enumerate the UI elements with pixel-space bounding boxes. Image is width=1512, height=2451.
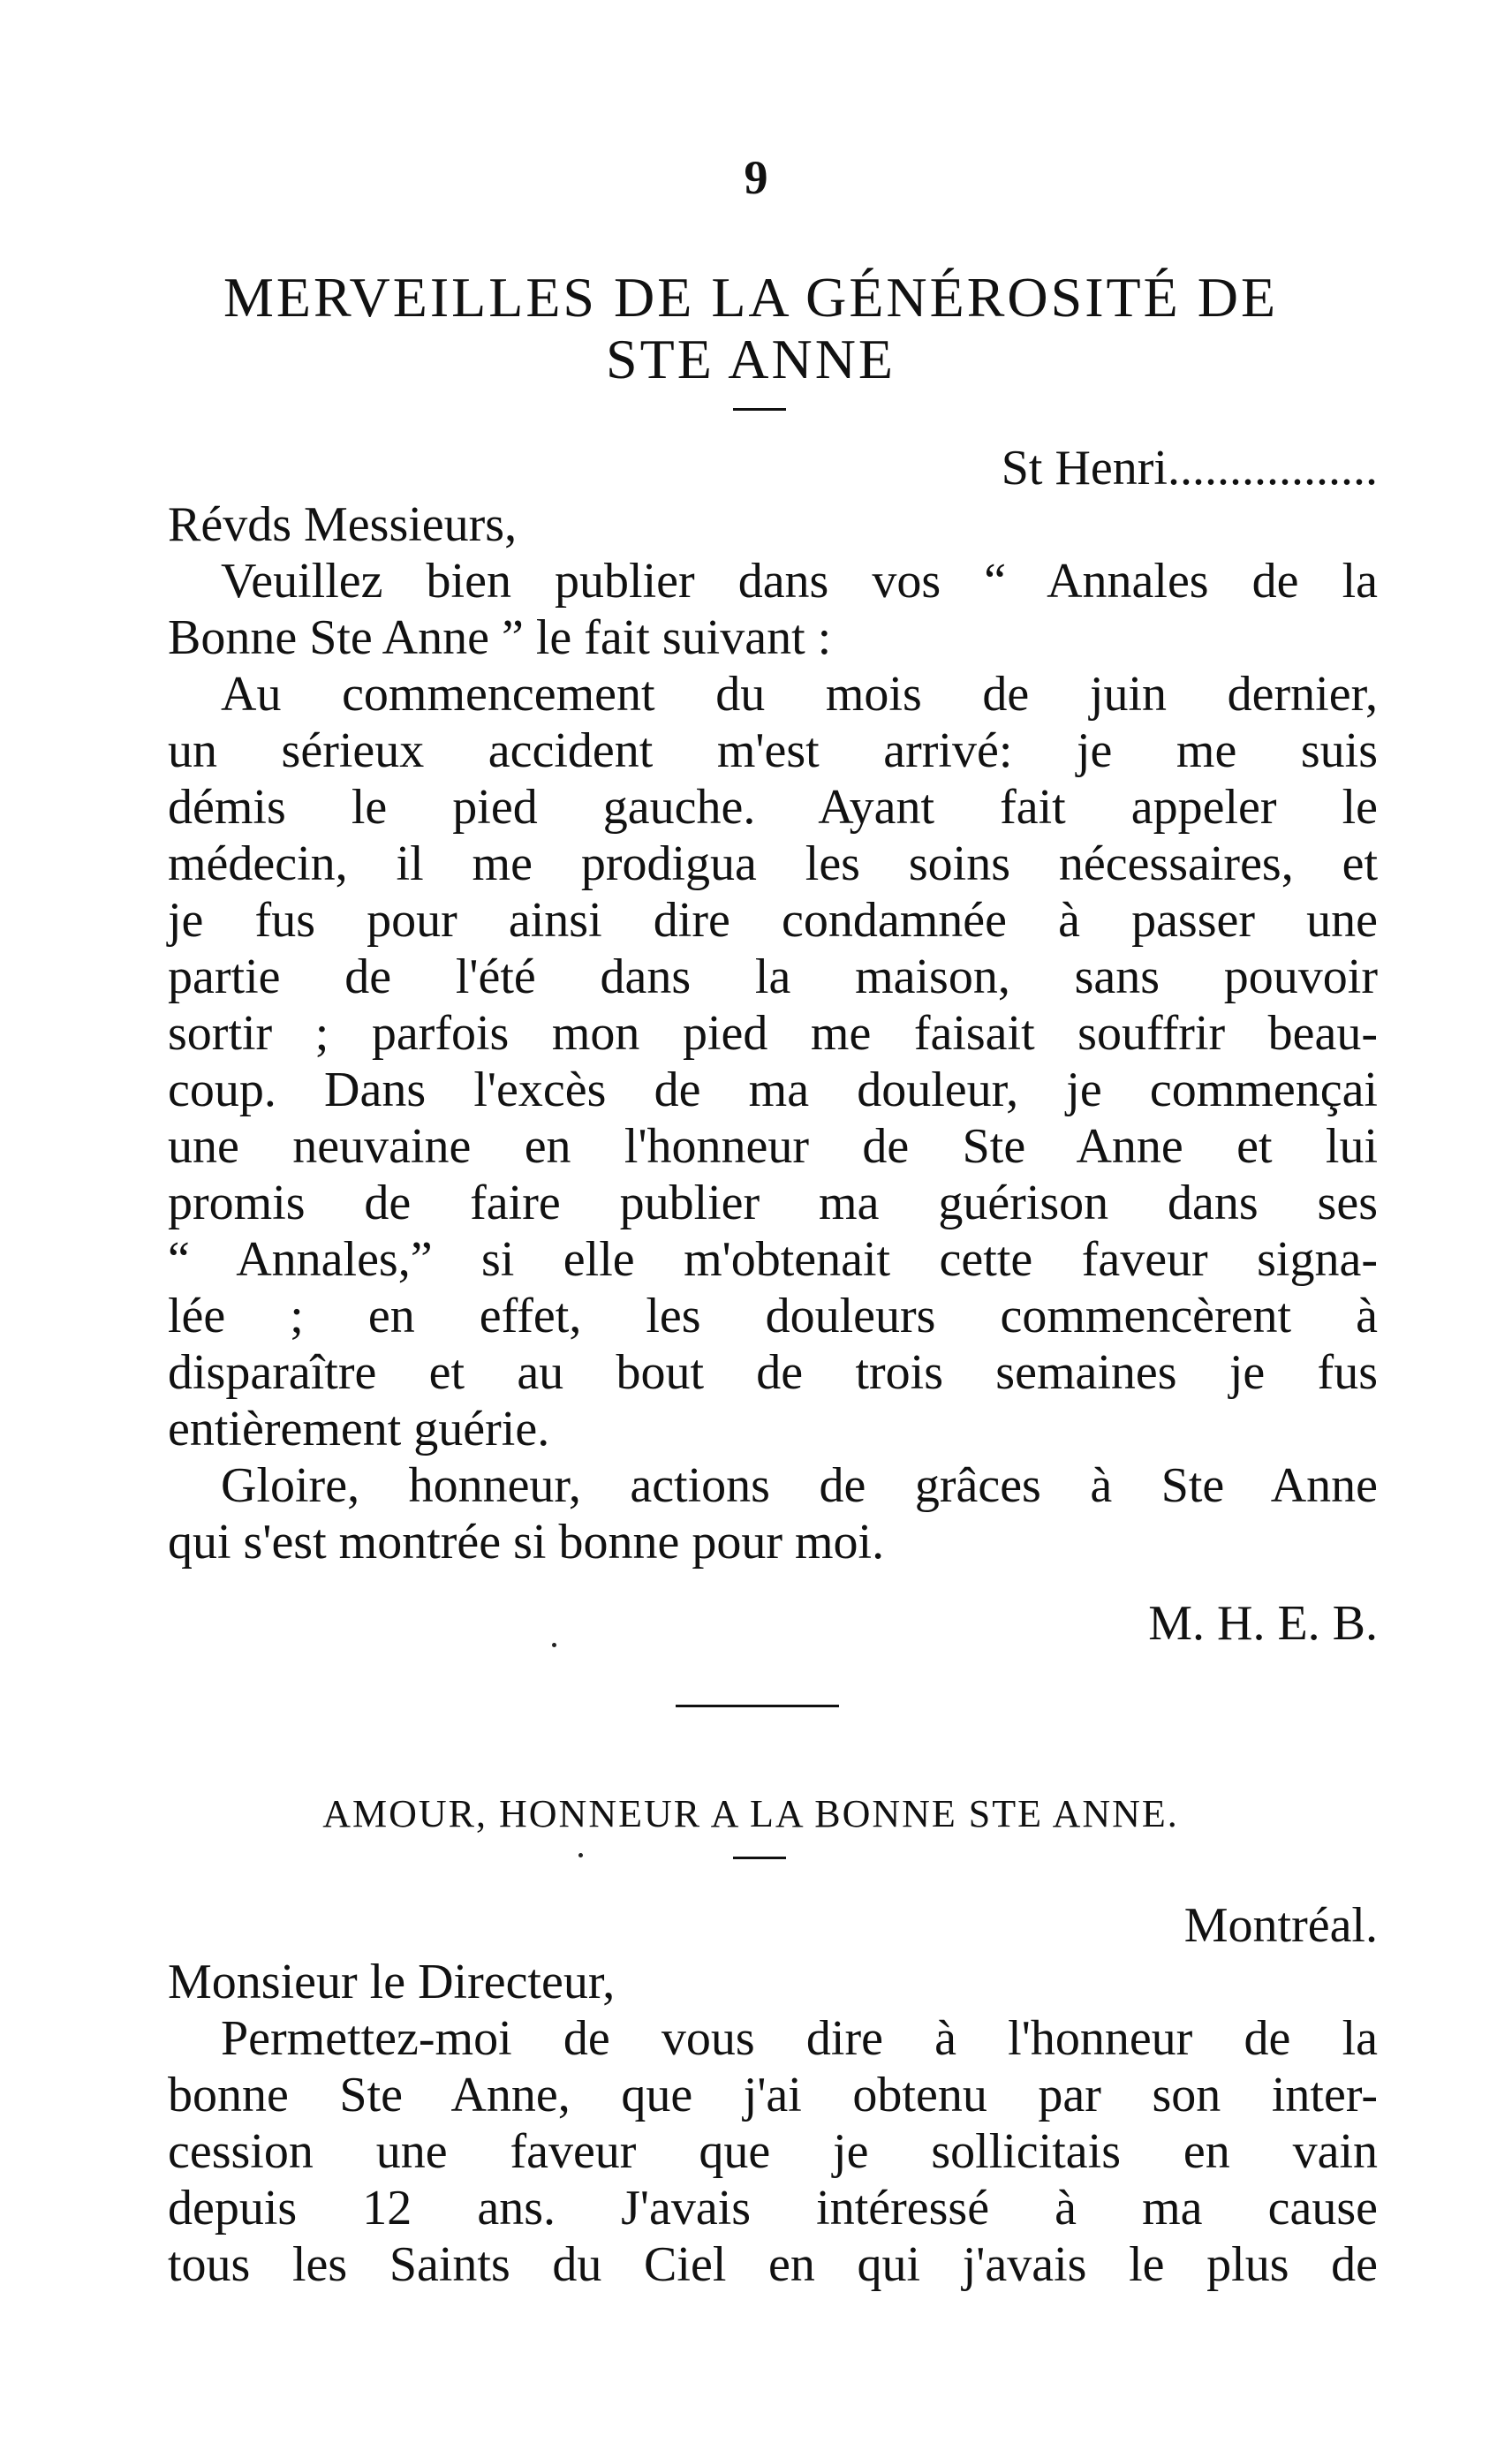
body-line: je fus pour ainsi dire condamnée à passer une xyxy=(168,893,1378,948)
body-line: qui s'est montrée si bonne pour moi. xyxy=(168,1515,885,1570)
body-line: démis le pied gauche. Ayant fait appeler le xyxy=(168,780,1378,835)
body-line: depuis 12 ans. J'avais intéressé à ma cause xyxy=(168,2181,1378,2235)
article-place: St Henri................. xyxy=(1001,441,1378,495)
signature: M. H. E. B. xyxy=(1148,1596,1378,1651)
body-line: entièrement guérie. xyxy=(168,1402,550,1456)
article-title-line-1: MERVEILLES DE LA GÉNÉROSITÉ DE xyxy=(223,266,1279,329)
body-line: Gloire, honneur, actions de grâces à Ste Anne xyxy=(221,1458,1378,1513)
title-rule xyxy=(733,1857,786,1859)
article-2-title: AMOUR, HONNEUR A LA BONNE STE ANNE. xyxy=(322,1792,1179,1835)
body-line: lée ; en effet, les douleurs commencèrent à xyxy=(168,1289,1378,1343)
speck xyxy=(578,1853,583,1857)
page-number: 9 xyxy=(744,151,768,204)
body-line: Au commencement du mois de juin dernier, xyxy=(221,667,1378,722)
body-line: sortir ; parfois mon pied me faisait souffrir beau- xyxy=(168,1006,1378,1061)
body-line: Permettez-moi de vous dire à l'honneur de la xyxy=(221,2011,1378,2066)
body-line: coup. Dans l'excès de ma douleur, je commençai xyxy=(168,1063,1378,1117)
body-line: Veuillez bien publier dans vos “ Annales de la xyxy=(221,554,1378,609)
article-title-line-2: STE ANNE xyxy=(606,328,896,390)
body-line: “ Annales,” si elle m'obtenait cette faveur signa- xyxy=(168,1232,1378,1287)
article-place: Montréal. xyxy=(1183,1898,1378,1953)
body-line: partie de l'été dans la maison, sans pouvoir xyxy=(168,949,1378,1004)
section-separator xyxy=(676,1705,839,1707)
body-line: cession une faveur que je sollicitais en vain xyxy=(168,2124,1378,2179)
speck xyxy=(552,1643,556,1647)
body-line: une neuvaine en l'honneur de Ste Anne et lui xyxy=(168,1119,1378,1174)
body-line: Bonne Ste Anne ” le fait suivant : xyxy=(168,610,832,665)
article-salutation: Monsieur le Directeur, xyxy=(168,1955,616,2009)
body-line: bonne Ste Anne, que j'ai obtenu par son inter- xyxy=(168,2068,1378,2122)
body-line: promis de faire publier ma guérison dans ses xyxy=(168,1176,1378,1230)
title-rule xyxy=(733,408,786,411)
body-line: disparaître et au bout de trois semaines je fus xyxy=(168,1345,1378,1400)
body-line: tous les Saints du Ciel en qui j'avais le plus de xyxy=(168,2237,1378,2292)
article-salutation: Révds Messieurs, xyxy=(168,497,518,552)
body-line: un sérieux accident m'est arrivé: je me suis xyxy=(168,723,1378,778)
body-line: médecin, il me prodigua les soins nécessaires, et xyxy=(168,836,1378,891)
